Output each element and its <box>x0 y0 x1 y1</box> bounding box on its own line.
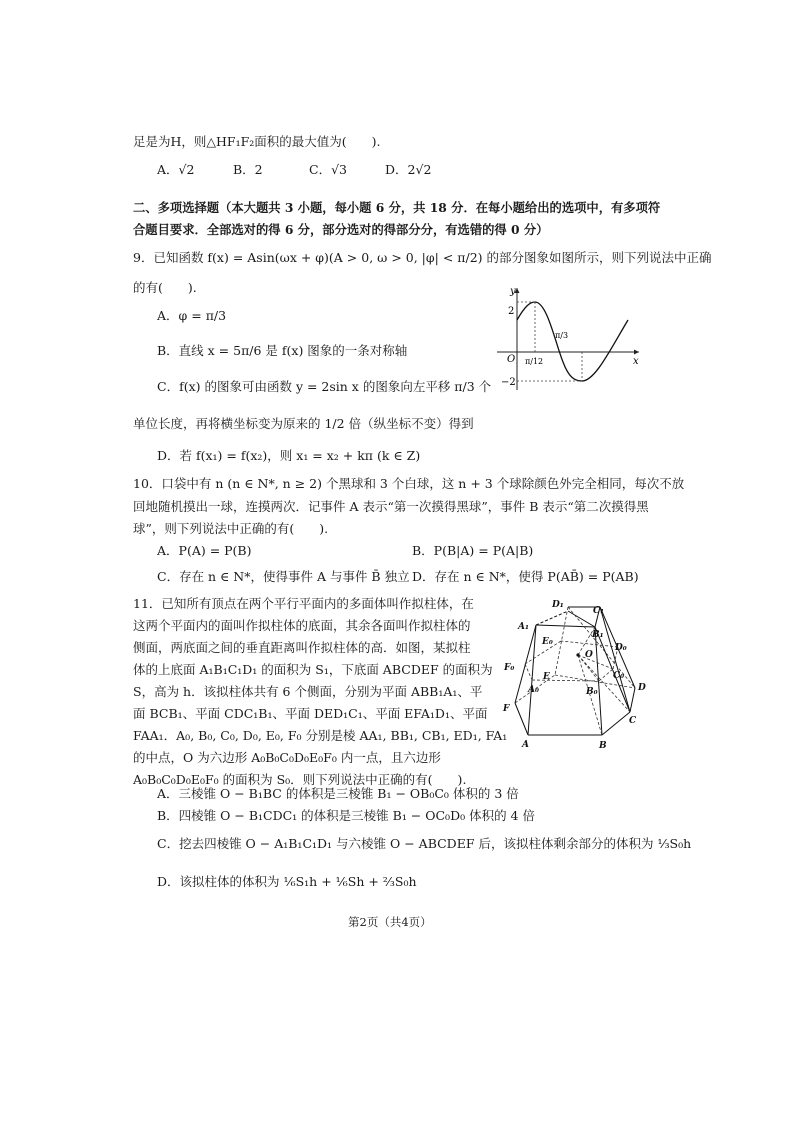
label-C0: C₀ <box>613 671 625 681</box>
q11-stem-line6: 面 BCB₁、平面 CDC₁B₁、平面 DED₁C₁、平面 EFA₁D₁、平面 <box>133 706 488 721</box>
q9-option-c-line1: C．f(x) 的图象可由函数 y = 2sin x 的图象向左平移 π/3 个 <box>157 379 492 394</box>
q11-option-d: D．该拟柱体的体积为 ⅙S₁h + ⅙Sh + ⅔S₀h <box>157 874 417 889</box>
label-D1: D₁ <box>552 600 564 610</box>
edge-CD <box>630 688 635 712</box>
q10-option-d: D．存在 n ∈ N*，使得 P(AB̄) = P(AB) <box>412 569 639 584</box>
edge-F0A0 <box>525 664 532 680</box>
q11-stem-line9: A₀B₀C₀D₀E₀F₀ 的面积为 S₀．则下列说法中正确的有( ). <box>133 772 467 787</box>
origin-label: O <box>507 354 516 365</box>
q11-option-b: B．四棱锥 O − B₁CDC₁ 的体积是三棱锥 B₁ − OC₀D₀ 体积的 4 倍 <box>157 808 535 823</box>
label-B: B <box>599 741 607 751</box>
y-tick-neg2: −2 <box>501 377 516 388</box>
q10-option-c: C．存在 n ∈ N*，使得事件 A 与事件 B̄ 独立 <box>157 569 410 584</box>
x-tick-pi-12: π/12 <box>525 357 544 366</box>
q9-option-a: A．φ = π/3 <box>157 308 227 323</box>
q9-option-d: D．若 f(x₁) = f(x₂)，则 x₁ = x₂ + kπ (k ∈ Z) <box>157 448 421 463</box>
label-F: F <box>503 704 510 714</box>
label-B0: B₀ <box>586 687 598 697</box>
q9-stem-line2: 的有( ). <box>133 280 197 295</box>
q9-sine-graph <box>495 282 645 394</box>
section2-heading-line1: 二、多项选择题（本大题共 3 小题，每小题 6 分，共 18 分．在每小题给出的选项中，有多项符 <box>133 200 661 215</box>
edge-CC1 <box>600 607 630 712</box>
q10-option-b: B．P(B|A) = P(A|B) <box>412 543 534 558</box>
q10-option-a: A．P(A) = P(B) <box>157 543 252 558</box>
label-A: A <box>522 740 529 750</box>
label-C1: C₁ <box>593 606 605 616</box>
x-axis-label: x <box>633 356 639 367</box>
q8-option-b: B．2 <box>233 162 263 177</box>
point-O <box>576 653 579 656</box>
edge-BC <box>602 712 630 735</box>
label-F0: F₀ <box>504 663 515 673</box>
q11-stem-line3: 侧面，两底面之间的垂直距离叫作拟柱体的高．如图，某拟柱 <box>133 640 471 655</box>
edge-B1C1 <box>568 611 595 627</box>
x-tick-pi-3: π/3 <box>555 331 569 340</box>
sine-curve <box>517 302 628 381</box>
edge-A1D1 <box>536 611 568 625</box>
q8-option-d: D．2√2 <box>385 162 432 177</box>
q9-option-b: B．直线 x = 5π/6 是 f(x) 图象的一条对称轴 <box>157 343 408 358</box>
q9-stem-line1: 9．已知函数 f(x) = Asin(ωx + φ)(A > 0, ω > 0, |φ| < π/2) 的部分图象如图所示，则下列说法中正确 <box>133 250 712 265</box>
q11-option-a: A．三棱锥 O − B₁BC 的体积是三棱锥 B₁ − OB₀C₀ 体积的 3 倍 <box>157 786 519 801</box>
q10-stem-line3: 球”，则下列说法中正确的有( ). <box>133 521 329 536</box>
label-O: O <box>585 650 593 660</box>
q11-prismatoid-figure <box>500 595 660 755</box>
edge-A1B1 <box>536 625 595 627</box>
label-A0: A₀ <box>528 685 539 695</box>
q10-stem-line1: 10．口袋中有 n (n ∈ N*, n ≥ 2) 个黑球和 3 个白球，这 n + 3 个球除颜色外完全相同，每次不放 <box>133 476 685 491</box>
page-footer: 第2页（共4页） <box>348 915 432 929</box>
q11-stem-line4: 体的上底面 A₁B₁C₁D₁ 的面积为 S₁，下底面 ABCDEF 的面积为 <box>133 662 493 677</box>
edge-FA <box>515 703 528 735</box>
q11-stem-line5: S，高为 h．该拟柱体共有 6 个侧面，分别为平面 ABB₁A₁、平 <box>133 684 483 699</box>
label-E: E <box>543 672 550 682</box>
label-D: D <box>638 683 646 693</box>
q11-stem-line2: 这两个平面内的面叫作拟柱体的底面，其余各面叫作拟柱体的 <box>133 618 471 633</box>
q11-stem-line7: FAA₁．A₀, B₀, C₀, D₀, E₀, F₀ 分别是棱 AA₁, BB₁, CB₁, ED₁, FA₁ <box>133 728 508 743</box>
x-axis-arrow <box>634 350 639 355</box>
label-E0: E₀ <box>542 637 553 647</box>
label-A1: A₁ <box>518 622 529 632</box>
q9-option-c-line2: 单位长度，再将横坐标变为原来的 1/2 倍（纵坐标不变）得到 <box>133 416 474 431</box>
q8-option-c: C．√3 <box>309 162 347 177</box>
q10-stem-line2: 回地随机摸出一球，连摸两次．记事件 A 表示“第一次摸得黑球”，事件 B 表示“第二次摸得黑 <box>133 499 649 514</box>
edge-B0C0 <box>599 669 613 681</box>
label-D0: D₀ <box>615 643 627 653</box>
q8-stem-tail: 足是为H，则△HF₁F₂面积的最大值为( ). <box>133 134 381 149</box>
q8-option-a: A．√2 <box>157 162 195 177</box>
label-B1: B₁ <box>592 630 604 640</box>
q11-option-c: C．挖去四棱锥 O − A₁B₁C₁D₁ 与六棱锥 O − ABCDEF 后，该拟柱体剩余部分的体积为 ⅓S₀h <box>157 836 692 851</box>
q11-stem-line1: 11．已知所有顶点在两个平行平面内的多面体叫作拟柱体，在 <box>133 596 474 611</box>
y-axis-label: y <box>510 286 516 297</box>
label-C: C <box>629 716 637 726</box>
edge-D0E0 <box>561 641 618 647</box>
q11-stem-line8: 的中点，O 为六边形 A₀B₀C₀D₀E₀F₀ 内一点，且六边形 <box>133 750 441 765</box>
y-tick-2: 2 <box>508 306 515 317</box>
section2-heading-line2: 合题目要求．全部选对的得 6 分，部分选对的得部分分，有选错的得 0 分） <box>133 222 549 237</box>
